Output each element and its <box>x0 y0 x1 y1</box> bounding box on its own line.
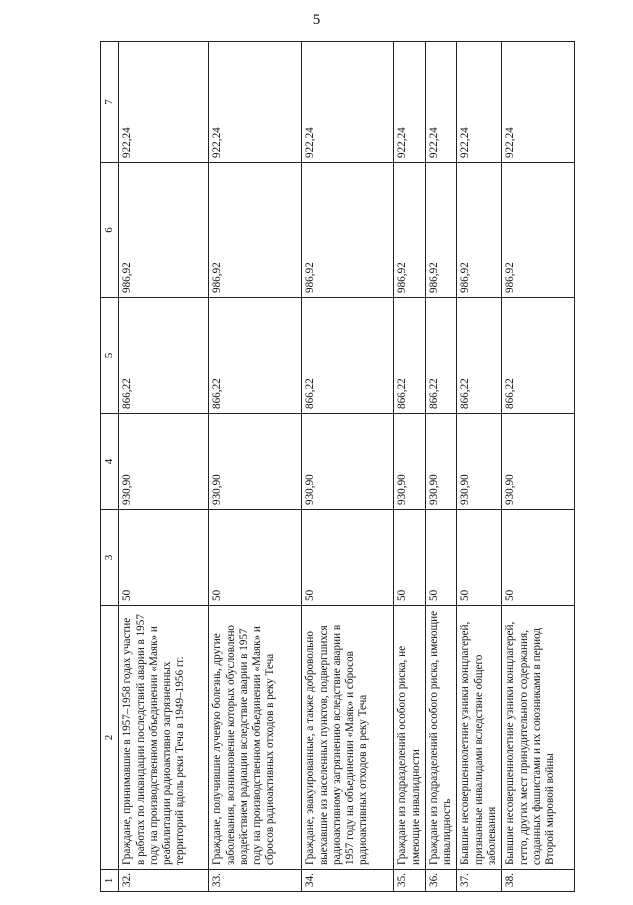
cell-col-7: 922,24 <box>209 42 302 163</box>
column-number-row <box>101 42 119 892</box>
cell-col-5: 866,22 <box>425 298 457 414</box>
table-row <box>119 42 209 892</box>
table-row <box>209 42 302 892</box>
cell-col-7: 922,24 <box>302 42 394 163</box>
cell-col-4: 930,90 <box>209 414 302 510</box>
row-number: 33. <box>209 870 302 892</box>
row-description: Бывшие несовершеннолетние узники концлагерей, гетто, других мест принудительного содержания, созданных фашистами и их союзниками в период Второй мировой войны <box>502 606 575 870</box>
cell-col-4: 930,90 <box>394 414 426 510</box>
column-header: 7 <box>101 42 119 163</box>
cell-col-6: 986,92 <box>209 163 302 298</box>
cell-col-3: 50 <box>209 510 302 606</box>
table-row <box>394 42 426 892</box>
cell-col-3: 50 <box>394 510 426 606</box>
cell-col-6: 986,92 <box>425 163 457 298</box>
row-number: 38. <box>502 870 575 892</box>
column-header: 4 <box>101 414 119 510</box>
cell-col-5: 866,22 <box>302 298 394 414</box>
cell-col-5: 866,22 <box>209 298 302 414</box>
cell-col-7: 922,24 <box>425 42 457 163</box>
cell-col-7: 922,24 <box>502 42 575 163</box>
row-description: Граждане из подразделений особого риска, не имеющие инвалидности <box>394 606 426 870</box>
column-header: 5 <box>101 298 119 414</box>
column-header: 6 <box>101 163 119 298</box>
table-row <box>302 42 394 892</box>
row-description: Бывшие несовершеннолетние узники концлагерей, признанные инвалидами вследствие общего заболевания <box>457 606 502 870</box>
column-header: 2 <box>101 606 119 870</box>
row-description: Граждане, получившие лучевую болезнь, другие заболевания, возникновение которых обусловлено воздействием радиации вследствие аварии в 1957 году на производственном объединении «Маяк» и сбросов радиоактивных отходов в реку Теча <box>209 606 302 870</box>
cell-col-3: 50 <box>502 510 575 606</box>
table-row <box>502 42 575 892</box>
cell-col-4: 930,90 <box>457 414 502 510</box>
rotated-table-container <box>100 42 557 892</box>
page-number: 5 <box>312 12 321 28</box>
row-number: 37. <box>457 870 502 892</box>
row-number: 36. <box>425 870 457 892</box>
cell-col-3: 50 <box>457 510 502 606</box>
cell-col-7: 922,24 <box>457 42 502 163</box>
cell-col-5: 866,22 <box>119 298 209 414</box>
cell-col-6: 986,92 <box>502 163 575 298</box>
cell-col-4: 930,90 <box>502 414 575 510</box>
cell-col-7: 922,24 <box>119 42 209 163</box>
column-header: 1 <box>101 870 119 892</box>
cell-col-6: 986,92 <box>119 163 209 298</box>
cell-col-5: 866,22 <box>457 298 502 414</box>
row-description: Граждане из подразделений особого риска, имеющие инвалидность <box>425 606 457 870</box>
row-description: Граждане, принимавшие в 1957–1958 годах участие в работах по ликвидации последствий аварии в 1957 году на производственном объединении «Маяк» и реабилитации радиоактивно загрязненных территорий вдоль реки Теча в 1949–1956 гг. <box>119 606 209 870</box>
table-row <box>425 42 457 892</box>
row-number: 35. <box>394 870 426 892</box>
benefits-table <box>100 41 575 892</box>
row-number: 34. <box>302 870 394 892</box>
cell-col-6: 986,92 <box>394 163 426 298</box>
cell-col-6: 986,92 <box>457 163 502 298</box>
column-header: 3 <box>101 510 119 606</box>
cell-col-3: 50 <box>425 510 457 606</box>
row-description: Граждане, эвакуированные, а также добровольно выехавшие из населенных пунктов, подвергшихся радиоактивному загрязнению вследствие аварии в 1957 году на объединении «Маяк» и сбросов радиоактивных отходов в реку Теча <box>302 606 394 870</box>
cell-col-7: 922,24 <box>394 42 426 163</box>
cell-col-4: 930,90 <box>302 414 394 510</box>
cell-col-3: 50 <box>302 510 394 606</box>
cell-col-5: 866,22 <box>502 298 575 414</box>
cell-col-6: 986,92 <box>302 163 394 298</box>
cell-col-4: 930,90 <box>425 414 457 510</box>
row-number: 32. <box>119 870 209 892</box>
cell-col-4: 930,90 <box>119 414 209 510</box>
cell-col-5: 866,22 <box>394 298 426 414</box>
cell-col-3: 50 <box>119 510 209 606</box>
table-row <box>457 42 502 892</box>
